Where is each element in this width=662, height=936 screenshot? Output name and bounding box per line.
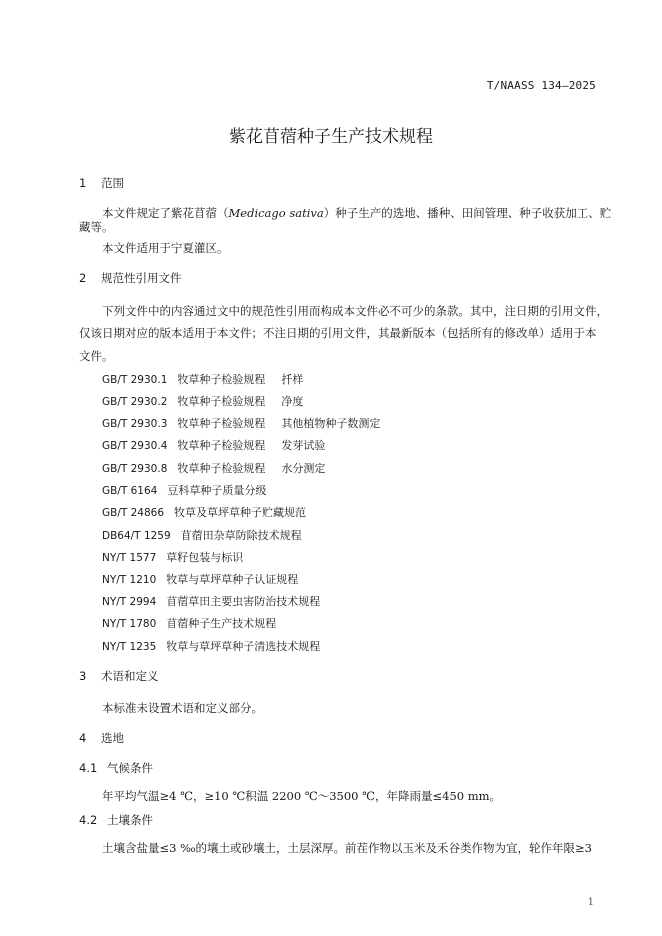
text-run: ）种子生产的选地、播种、田间管理、种子收获加工、贮: [323, 206, 612, 220]
reference-item: [102, 393, 303, 409]
reference-title: 苜蓿田杂草防除技术规程: [180, 529, 302, 542]
s2-paragraph-line-3: 文件。: [79, 349, 114, 363]
reference-code: NY/T 1577: [102, 552, 157, 564]
reference-title: 牧草种子检验规程: [177, 373, 266, 386]
reference-code: NY/T 1210: [102, 574, 157, 586]
reference-subtitle: 其他植物种子数测定: [281, 417, 381, 430]
reference-title: 苜蓿种子生产技术规程: [166, 617, 277, 630]
reference-title: 牧草种子检验规程: [177, 439, 266, 452]
section-number: 1: [79, 176, 87, 190]
subsection-title: 气候条件: [107, 761, 153, 775]
reference-code: NY/T 1780: [102, 618, 157, 630]
section-title: 选地: [101, 731, 124, 745]
reference-title: 牧草种子检验规程: [177, 395, 266, 408]
s4-1-text: 年平均气温≥4 ℃，≥10 ℃积温 2200 ℃～3500 ℃，年降雨量≤450 mm。: [102, 789, 502, 803]
reference-item: [102, 615, 276, 631]
latin-name: Medicago sativa: [228, 206, 324, 220]
s2-paragraph-line-1: 下列文件中的内容通过文中的规范性引用而构成本文件必不可少的条款。其中，注日期的引用文件，: [102, 304, 608, 318]
reference-code: DB64/T 1259: [102, 530, 171, 542]
reference-subtitle: 发芽试验: [281, 439, 326, 452]
reference-code: GB/T 6164: [102, 485, 158, 497]
subsection-title: 土壤条件: [107, 813, 153, 827]
reference-title: 牧草与草坪草种子清选技术规程: [166, 640, 321, 653]
s2-paragraph-line-2: 仅该日期对应的版本适用于本文件；不注日期的引用文件，其最新版本（包括所有的修改单）适用于本: [79, 326, 597, 340]
reference-code: GB/T 2930.1: [102, 374, 168, 386]
reference-title: 牧草与草坪草种子认证规程: [166, 573, 299, 586]
section-title: 规范性引用文件: [101, 271, 182, 285]
reference-subtitle: 净度: [281, 395, 304, 408]
section-3-heading: [79, 668, 159, 684]
section-title: 范围: [101, 176, 124, 190]
reference-item: [102, 482, 266, 498]
section-number: 2: [79, 271, 87, 285]
reference-item: [102, 371, 303, 387]
reference-item: [102, 527, 302, 543]
reference-item: [102, 437, 325, 453]
s4-2-text: 土壤含盐量≤3 ‰的壤土或砂壤土，土层深厚。前茬作物以玉米及禾谷类作物为宜，轮作年限≥3: [102, 841, 592, 855]
reference-item: [102, 460, 325, 476]
reference-item: [102, 638, 320, 654]
section-4-heading: [79, 730, 124, 746]
reference-code: NY/T 2994: [102, 596, 157, 608]
reference-title: 牧草及草坪草种子贮藏规范: [174, 506, 307, 519]
reference-title: 苜蓿草田主要虫害防治技术规程: [166, 595, 321, 608]
section-1-heading: [79, 175, 124, 191]
section-2-heading: [79, 270, 182, 286]
reference-title: 豆科草种子质量分级: [167, 484, 267, 497]
s1-paragraph-1-line-1: [102, 205, 611, 221]
reference-subtitle: 扦样: [281, 373, 304, 386]
s1-paragraph-2: 本文件适用于宁夏灌区。: [102, 241, 229, 255]
text-run: 本文件规定了紫花苜蓿（: [102, 206, 229, 220]
reference-subtitle: 水分测定: [281, 462, 326, 475]
standard-code: T/NAASS 134—2025: [486, 79, 596, 92]
reference-title: 牧草种子检验规程: [177, 417, 266, 430]
reference-code: GB/T 2930.4: [102, 440, 168, 452]
reference-item: [102, 504, 306, 520]
section-number: 4: [79, 731, 87, 745]
document-title: 紫花苜蓿种子生产技术规程: [229, 127, 433, 147]
reference-code: GB/T 24866: [102, 507, 165, 519]
reference-code: GB/T 2930.8: [102, 463, 168, 475]
subsection-4-2-heading: [79, 812, 153, 828]
reference-title: 牧草种子检验规程: [177, 462, 266, 475]
s3-paragraph: 本标准未设置术语和定义部分。: [102, 701, 263, 715]
reference-item: [102, 571, 298, 587]
reference-code: NY/T 1235: [102, 641, 157, 653]
reference-item: [102, 415, 380, 431]
subsection-number: 4.1: [79, 761, 98, 775]
reference-title: 草籽包装与标识: [166, 551, 244, 564]
page-number: 1: [587, 897, 594, 908]
reference-code: GB/T 2930.3: [102, 418, 168, 430]
subsection-number: 4.2: [79, 813, 98, 827]
subsection-4-1-heading: [79, 760, 153, 776]
s1-paragraph-1-line-2: 藏等。: [79, 220, 114, 234]
reference-item: [102, 593, 320, 609]
reference-code: GB/T 2930.2: [102, 396, 168, 408]
section-number: 3: [79, 669, 87, 683]
section-title: 术语和定义: [101, 669, 159, 683]
reference-item: [102, 549, 243, 565]
